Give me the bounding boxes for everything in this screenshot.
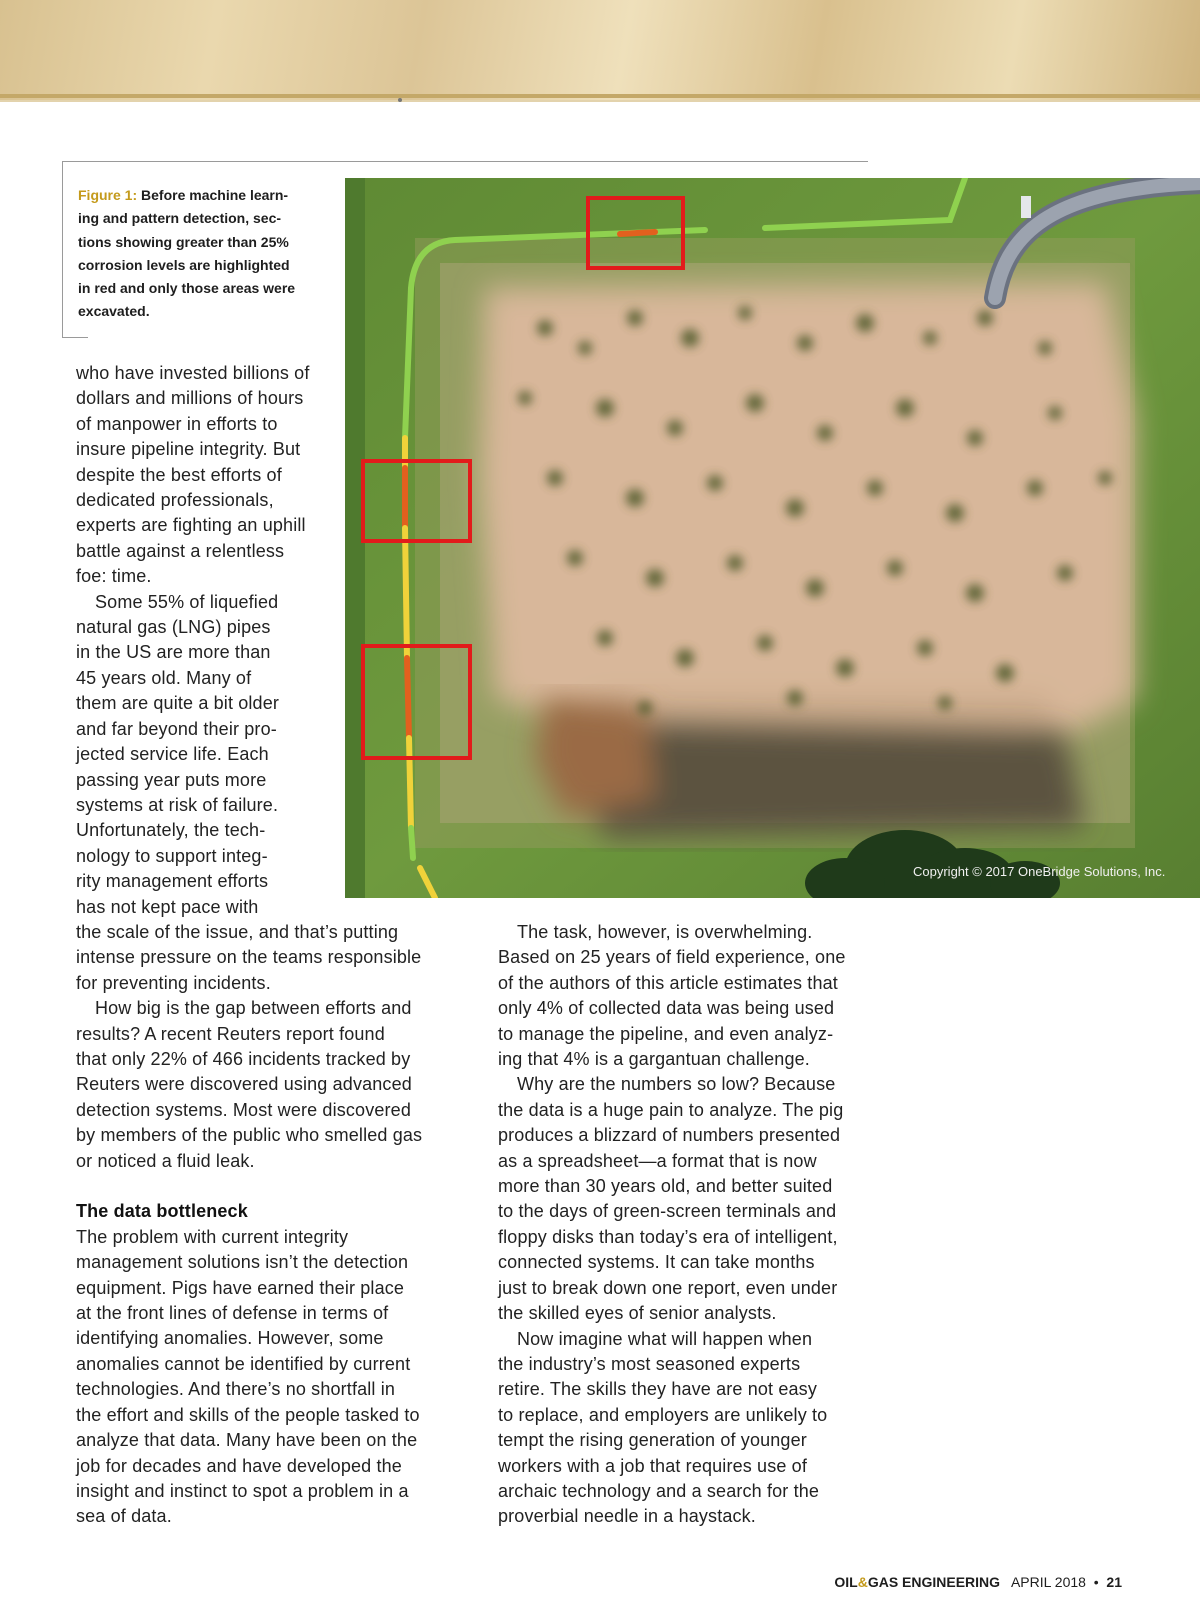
magazine-name-amp: & [857,1574,868,1590]
figure-label: Figure 1: [78,187,138,203]
footer-separator: • [1093,1574,1099,1590]
text-line: more than 30 years old, and better suited [498,1176,833,1197]
caption-line: ing and pattern detection, sec- [78,210,282,227]
text-line: the data is a huge pain to analyze. The pig [498,1099,844,1120]
text-line: Unfortunately, the tech- [76,820,266,841]
text-line: experts are fighting an uphill [76,515,306,536]
text-line: them are quite a bit older [76,693,280,714]
text-line: archaic technology and a search for the [498,1480,820,1501]
text-line: retire. The skills they have are not easy [498,1379,817,1400]
text-line: just to break down one report, even under [498,1277,838,1298]
figure-caption [78,184,328,324]
pipeline-segment-bad [620,232,655,234]
section-heading: The data bottleneck [76,1201,248,1222]
text-line: systems at risk of failure. [76,794,279,815]
road-marker [1021,196,1031,218]
text-line: battle against a relentless [76,540,285,561]
text-line: insight and instinct to spot a problem in a [76,1480,409,1501]
text-line: intense pressure on the teams responsible [76,947,422,968]
header-rule [0,94,1200,98]
text-line: who have invested billions of [76,363,310,383]
text-line: The problem with current integrity [76,1226,349,1247]
caption-frame-bottom [62,337,88,338]
text-line: job for decades and have developed the [76,1455,402,1476]
text-line: despite the best efforts of [76,464,282,485]
aerial-pipeline-image [345,178,1200,898]
header-banner [0,0,1200,100]
text-line: the scale of the issue, and that’s putting [76,922,399,942]
magazine-name-part: GAS ENGINEERING [867,1574,1001,1590]
text-line: The task, however, is overwhelming. [517,922,813,942]
text-line: for preventing incidents. [76,972,271,993]
text-line: that only 22% of 466 incidents tracked by [76,1049,411,1070]
caption-frame-top [62,161,868,162]
text-line: floppy disks than today’s era of intelligent, [498,1226,838,1247]
text-line: nology to support integ- [76,845,268,866]
caption-line: corrosion levels are highlighted [78,256,290,273]
text-line: detection systems. Most were discovered [76,1099,411,1120]
text-line: Why are the numbers so low? Because [517,1074,836,1095]
text-line: to the days of green-screen terminals and [498,1201,837,1222]
text-line: identifying anomalies. However, some [76,1328,384,1349]
text-line: connected systems. It can take months [498,1252,815,1273]
header-dot [398,98,402,102]
caption-line: tions showing greater than 25% [78,233,289,250]
text-line: anomalies cannot be identified by current [76,1353,411,1374]
text-line: or noticed a fluid leak. [76,1150,255,1171]
text-line: natural gas (LNG) pipes [76,617,271,638]
text-line: dedicated professionals, [76,490,274,511]
text-line: of the authors of this article estimates that [498,972,838,993]
text-line: at the front lines of defense in terms of [76,1303,389,1324]
text-line: management solutions isn’t the detection [76,1252,409,1273]
column-2 [498,920,908,1530]
page-number: 21 [1106,1574,1122,1590]
issue-date: APRIL 2018 [1010,1574,1086,1590]
text-line: proverbial needle in a haystack. [498,1506,756,1527]
text-line: Some 55% of liquefied [95,591,279,612]
text-line: analyze that data. Many have been on the [76,1430,418,1451]
text-line: foe: time. [76,566,152,587]
text-line: as a spreadsheet—a format that is now [498,1150,817,1171]
text-line: of manpower in efforts to [76,413,278,434]
magazine-name-part: OIL [834,1574,858,1590]
text-line: to replace, and employers are unlikely to [498,1404,828,1425]
text-line: equipment. Pigs have earned their place [76,1277,405,1298]
text-line: Now imagine what will happen when [517,1328,813,1349]
text-line: tempt the rising generation of younger [498,1430,807,1451]
caption-frame-left [62,161,63,337]
text-line: ing that 4% is a gargantuan challenge. [498,1049,810,1070]
caption-line: in red and only those areas were [78,280,296,297]
text-line: technologies. And there’s no shortfall in [76,1379,396,1400]
text-line: produces a blizzard of numbers presented [498,1125,841,1146]
caption-line: Before machine learn- [141,187,289,203]
text-line: Reuters were discovered using advanced [76,1074,412,1095]
caption-line: excavated. [78,303,150,320]
text-line: the industry’s most seasoned experts [498,1353,801,1374]
magazine-name [834,1574,1000,1590]
page-footer [834,1573,1122,1591]
text-line: the skilled eyes of senior analysts. [498,1303,777,1324]
text-line: sea of data. [76,1506,172,1527]
column-1-narrow [76,361,336,920]
text-line: by members of the public who smelled gas [76,1125,423,1146]
text-line: passing year puts more [76,769,267,790]
text-line: only 4% of collected data was being used [498,998,835,1019]
text-line: insure pipeline integrity. But [76,439,301,460]
text-line: the effort and skills of the people tasked to [76,1404,420,1425]
text-line: to manage the pipeline, and even analyz- [498,1023,834,1044]
text-line: has not kept pace with [76,896,259,917]
text-line: dollars and millions of hours [76,388,304,409]
text-line: workers with a job that requires use of [498,1455,807,1476]
text-line: Based on 25 years of field experience, one [498,947,846,968]
text-line: results? A recent Reuters report found [76,1023,385,1044]
text-line: How big is the gap between efforts and [95,998,412,1019]
paragraph-gap [76,1174,486,1199]
text-line: in the US are more than [76,642,271,663]
column-1-wide [76,920,486,1530]
text-line: 45 years old. Many of [76,667,252,688]
header-rule-light [0,100,1200,102]
text-line: jected service life. Each [76,744,269,765]
copyright-text: Copyright © 2017 OneBridge Solutions, Inc. [913,864,1166,879]
text-line: rity management efforts [76,871,269,892]
text-line: and far beyond their pro- [76,718,277,739]
